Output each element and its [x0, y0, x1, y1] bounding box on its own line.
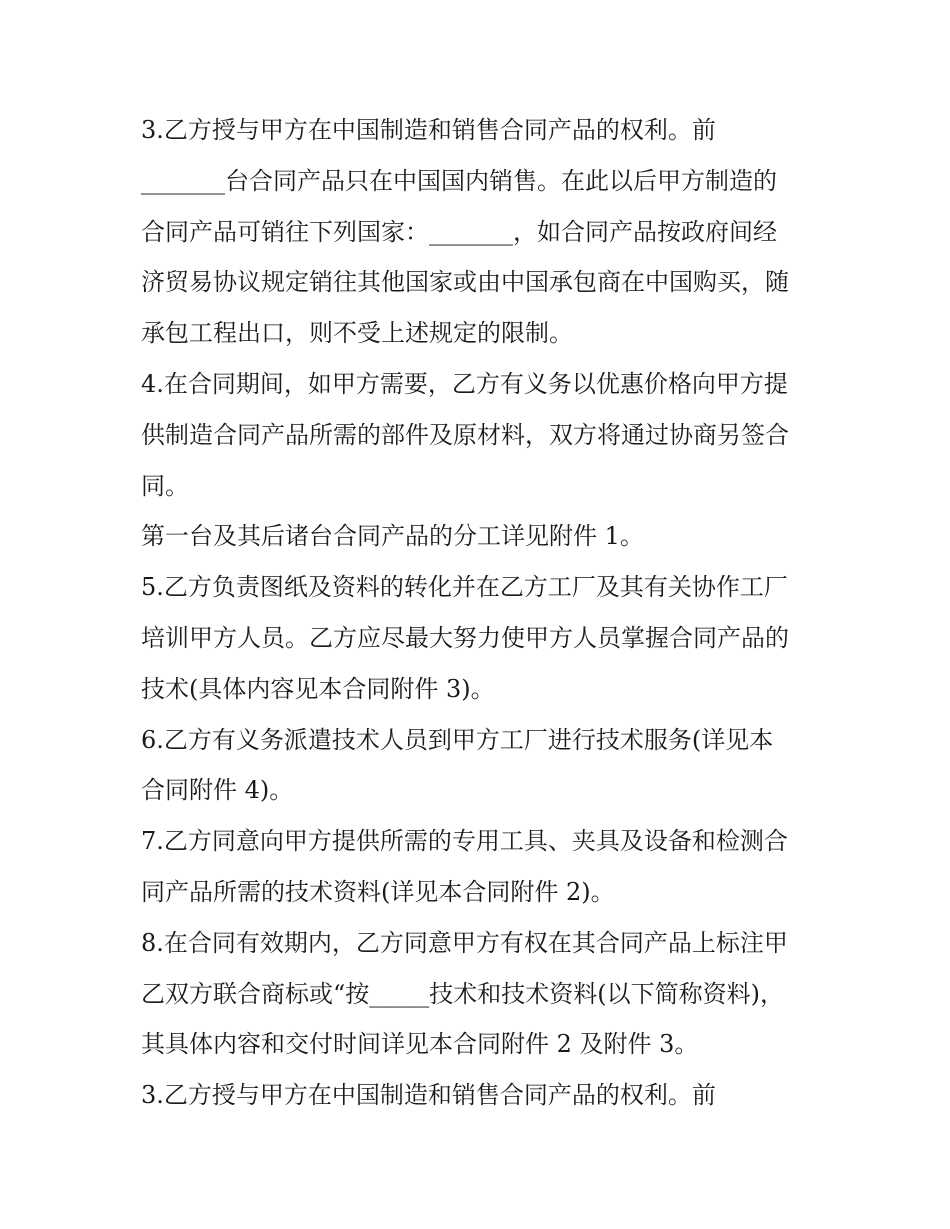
text-line: 第一台及其后诸台合同产品的分工详见附件 1。 — [141, 522, 644, 551]
text-line: 同产品所需的技术资料(详见本合同附件 2)。 — [141, 877, 615, 906]
text-line: 合同产品可销往下列国家：_______，如合同产品按政府间经 — [141, 217, 777, 246]
text-line: 同。 — [141, 471, 189, 500]
text-line: 培训甲方人员。乙方应尽最大努力使甲方人员掌握合同产品的 — [141, 623, 789, 652]
text-line: 济贸易协议规定销往其他国家或由中国承包商在中国购买，随 — [141, 268, 789, 297]
text-line: 承包工程出口，则不受上述规定的限制。 — [141, 319, 573, 348]
text-line: _______台合同产品只在中国国内销售。在此以后甲方制造的 — [141, 166, 777, 195]
text-line: 7.乙方同意向甲方提供所需的专用工具、夹具及设备和检测合 — [141, 827, 788, 856]
document-body — [141, 105, 821, 1121]
text-line: 4.在合同期间，如甲方需要，乙方有义务以优惠价格向甲方提 — [141, 369, 788, 398]
text-line: 合同附件 4)。 — [141, 776, 294, 805]
text-line: 技术(具体内容见本合同附件 3)。 — [141, 674, 495, 703]
text-line: 其具体内容和交付时间详见本合同附件 2 及附件 3。 — [141, 1030, 699, 1059]
text-line: 供制造合同产品所需的部件及原材料，双方将通过协商另签合 — [141, 420, 789, 449]
text-line: 8.在合同有效期内，乙方同意甲方有权在其合同产品上标注甲 — [141, 928, 788, 957]
text-line: 5.乙方负责图纸及资料的转化并在乙方工厂及其有关协作工厂 — [141, 573, 788, 602]
text-line: 乙双方联合商标或“按_____技术和技术资料(以下简称资料)， — [141, 979, 784, 1008]
text-line: 3.乙方授与甲方在中国制造和销售合同产品的权利。前 — [141, 116, 716, 144]
text-line: 3.乙方授与甲方在中国制造和销售合同产品的权利。前 — [141, 1081, 716, 1110]
text-line: 6.乙方有义务派遣技术人员到甲方工厂进行技术服务(详见本 — [141, 725, 774, 754]
